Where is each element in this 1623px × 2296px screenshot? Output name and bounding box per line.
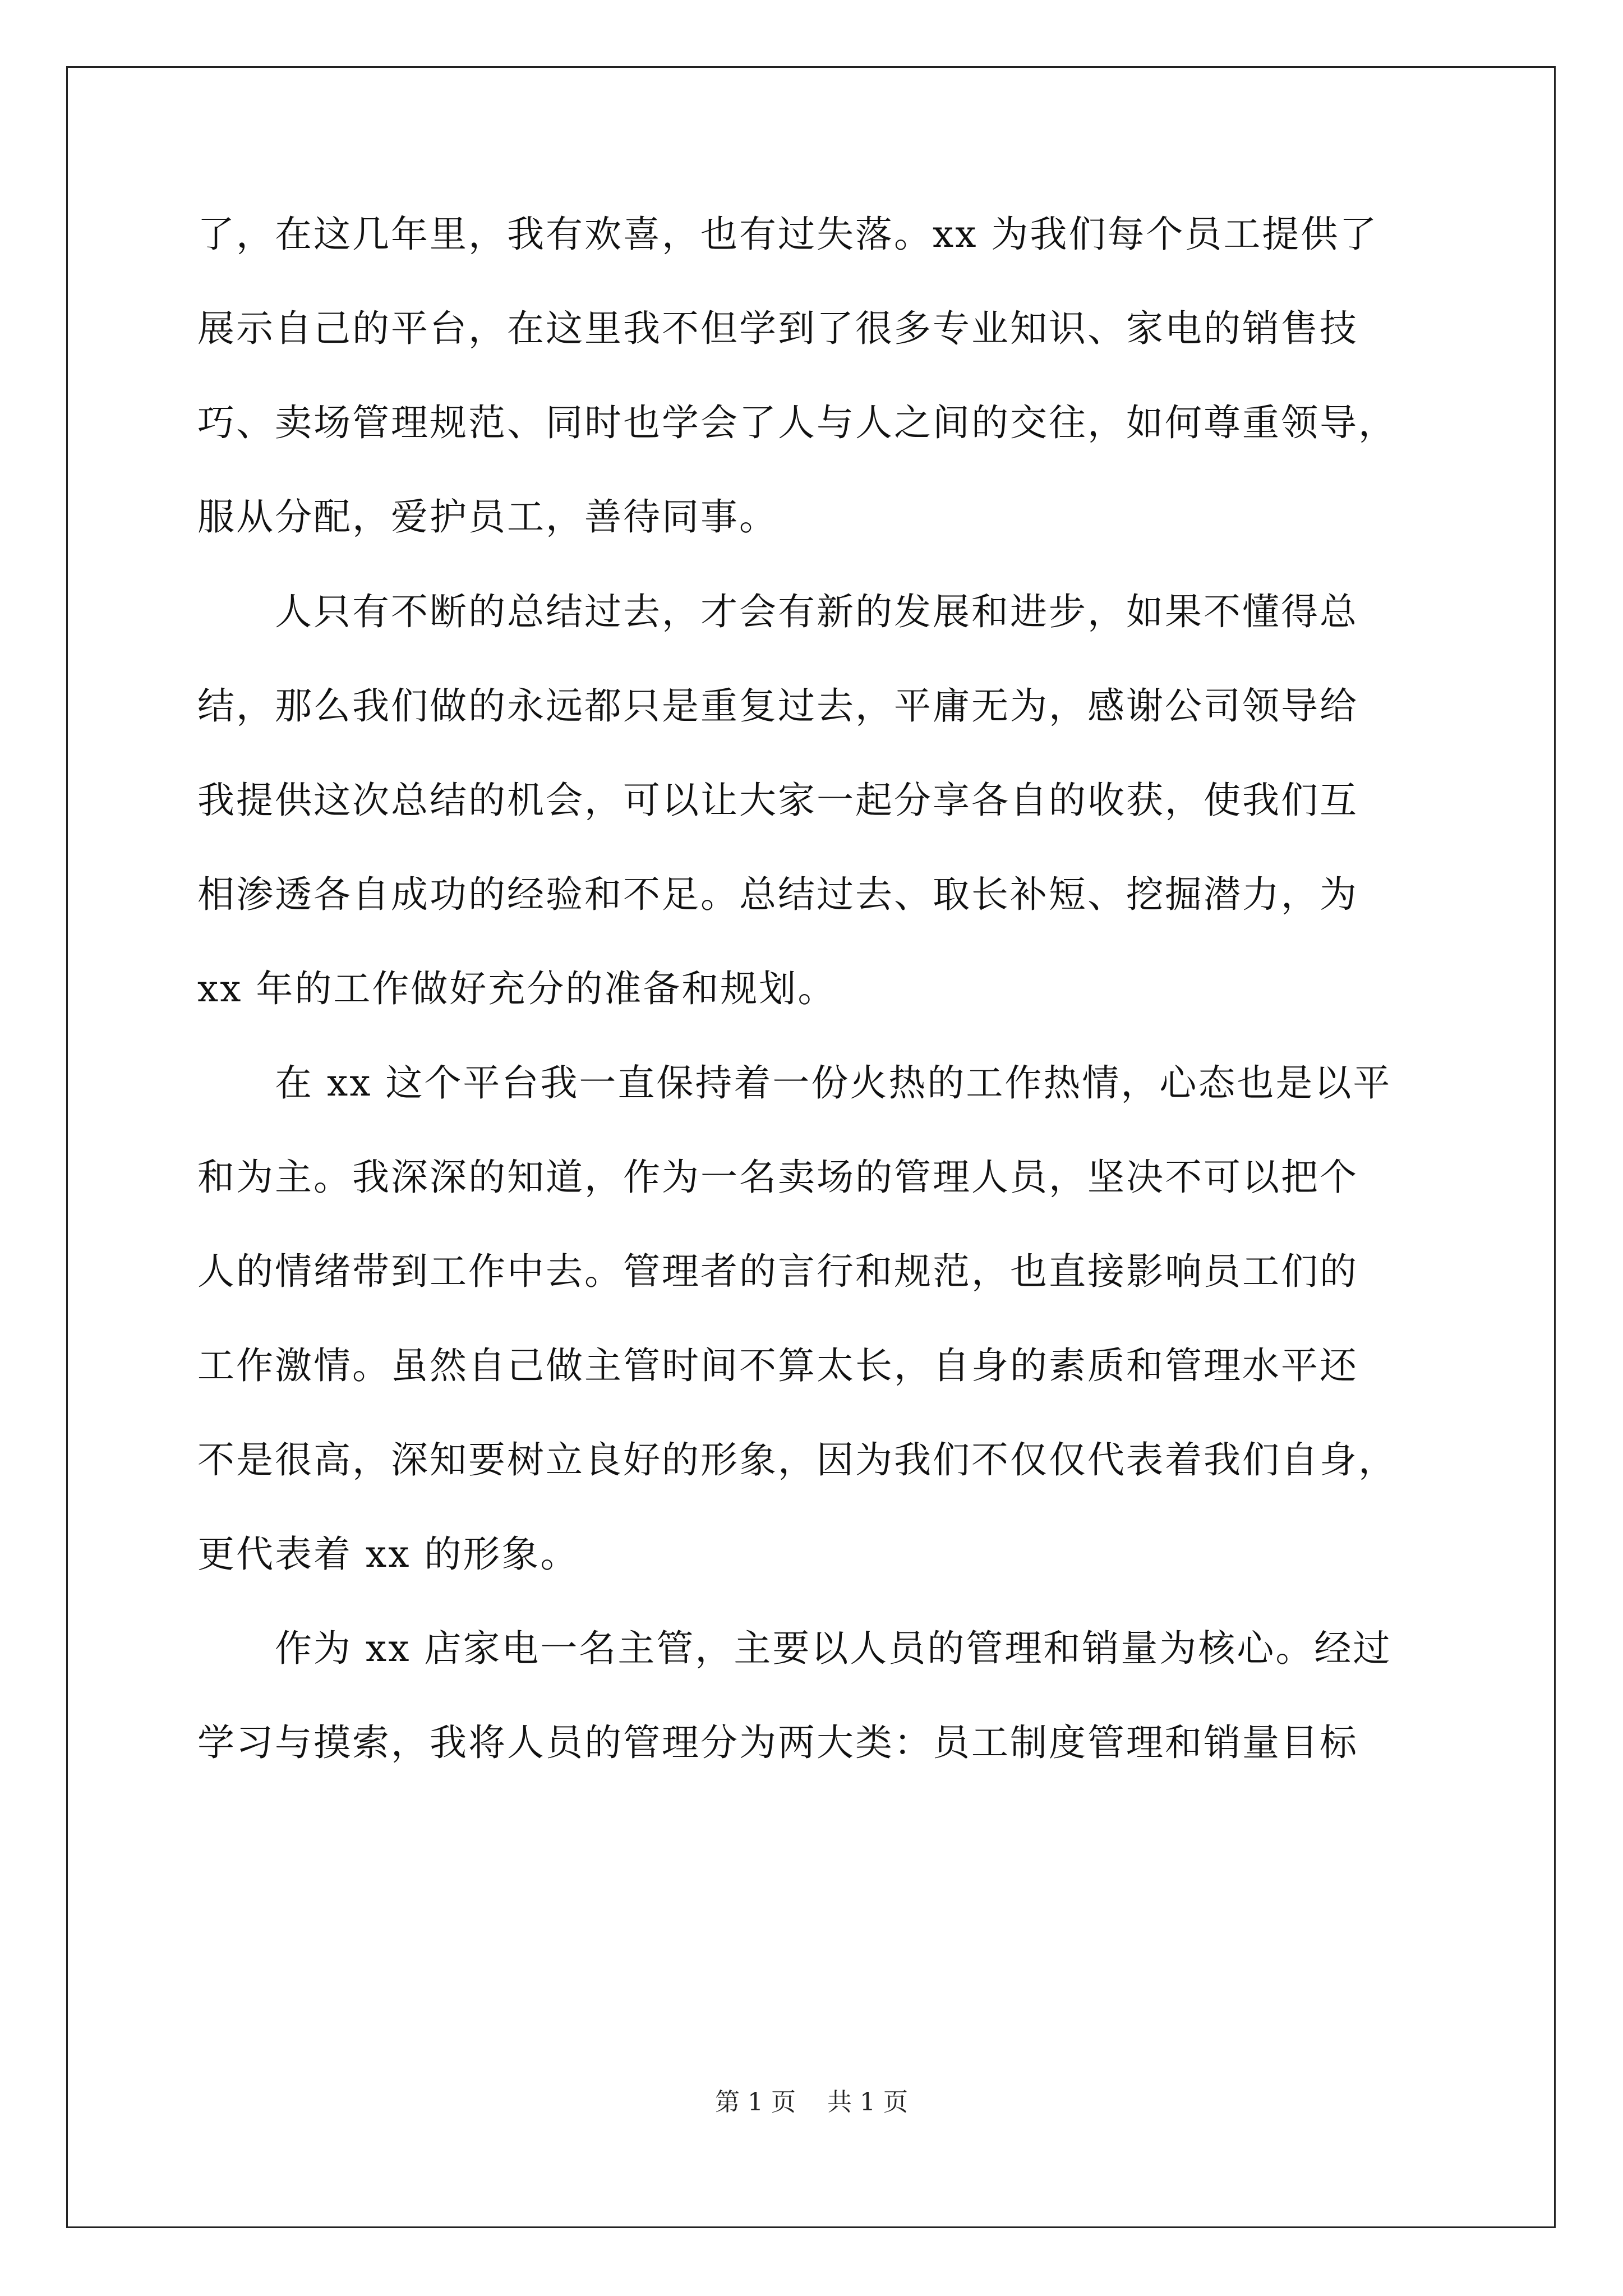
page-number: 第 1 页: [715, 2088, 796, 2116]
text-line: 巧、卖场管理规范、同时也学会了人与人之间的交往，如何尊重领导，: [197, 401, 1397, 444]
text-line: 和为主。我深深的知道，作为一名卖场的管理人员，坚决不可以把个: [197, 1156, 1358, 1199]
page-border: [66, 66, 1556, 2228]
text-line: 人只有不断的总结过去，才会有新的发展和进步，如果不懂得总: [197, 590, 1358, 633]
page-footer: [0, 2090, 1623, 2115]
page-total: 共 1 页: [827, 2088, 908, 2116]
text-line: xx 年的工作做好充分的准备和规划。: [197, 967, 837, 1010]
text-line: 结，那么我们做的永远都只是重复过去，平庸无为，感谢公司领导给: [197, 684, 1358, 728]
text-line: 服从分配，爱护员工，善待同事。: [197, 495, 778, 539]
text-line: 工作激情。虽然自己做主管时间不算太长，自身的素质和管理水平还: [197, 1344, 1358, 1387]
text-line: 我提供这次总结的机会，可以让大家一起分享各自的收获，使我们互: [197, 779, 1358, 822]
text-line: 展示自己的平台，在这里我不但学到了很多专业知识、家电的销售技: [197, 307, 1358, 350]
text-line: 不是很高，深知要树立良好的形象，因为我们不仅仅代表着我们自身，: [197, 1438, 1397, 1481]
text-line: 相渗透各自成功的经验和不足。总结过去、取长补短、挖掘潜力，为: [197, 873, 1358, 916]
text-line: 作为 xx 店家电一名主管，主要以人员的管理和销量为核心。经过: [197, 1627, 1392, 1670]
text-line: 更代表着 xx 的形象。: [197, 1533, 579, 1576]
text-line: 在 xx 这个平台我一直保持着一份火热的工作热情，心态也是以平: [197, 1061, 1392, 1105]
text-line: 学习与摸索，我将人员的管理分为两大类：员工制度管理和销量目标: [197, 1721, 1358, 1764]
text-line: 人的情绪带到工作中去。管理者的言行和规范，也直接影响员工们的: [197, 1250, 1358, 1293]
text-line: 了，在这几年里，我有欢喜，也有过失落。xx 为我们每个员工提供了: [197, 213, 1378, 256]
